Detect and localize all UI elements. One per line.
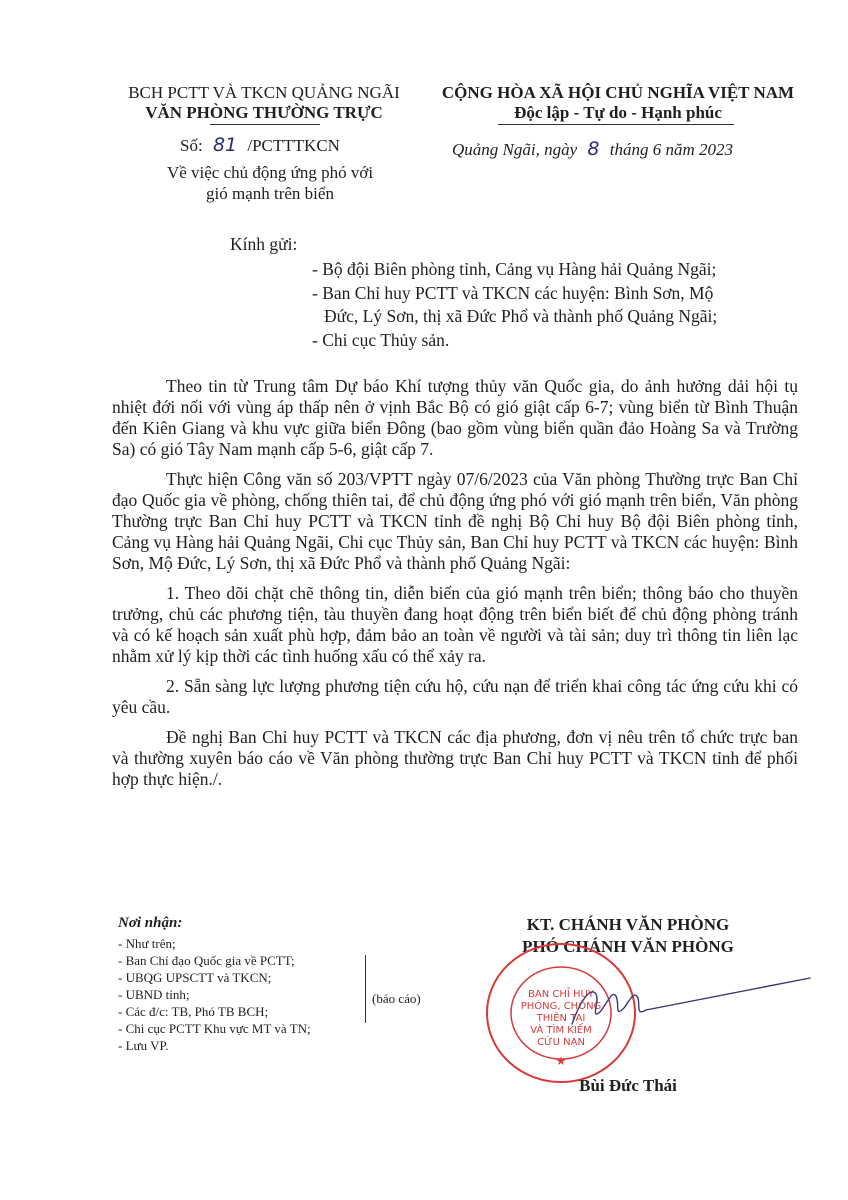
report-note: (báo cáo) (372, 991, 421, 1006)
date-day: 8 (587, 138, 600, 160)
recipient-line-1: - Bộ đội Biên phòng tỉnh, Cảng vụ Hàng hải Quảng Ngãi; (312, 259, 717, 279)
header-left (108, 83, 420, 123)
document-date (452, 139, 792, 160)
recipients-label: Kính gửi: (230, 234, 298, 254)
date-prefix: Quảng Ngãi, ngày (452, 140, 578, 159)
distribution-item: - UBND tỉnh; (118, 987, 190, 1002)
distribution-item: - Như trên; (118, 936, 176, 951)
subject-line-1: Về việc chủ động ứng phó với (166, 163, 374, 182)
number-suffix: /PCTTTKCN (247, 136, 340, 155)
recipients-list (312, 258, 812, 352)
number-value: 81 (212, 134, 238, 156)
document-body (112, 376, 798, 790)
distribution-item: - Lưu VP. (118, 1038, 169, 1053)
distribution-item: - Chi cục PCTT Khu vực MT và TN; (118, 1021, 311, 1036)
signature-stroke (572, 978, 810, 1024)
stamp-text-4: VÀ TÌM KIẾM (530, 1025, 592, 1036)
right-divider (498, 124, 734, 125)
sign-line-1: KT. CHÁNH VĂN PHÒNG (526, 915, 730, 934)
paragraph-closing: Đề nghị Ban Chỉ huy PCTT và TKCN các địa phương, đơn vị nêu trên tổ chức trực ban và thường xuyên báo cáo về Văn phòng thường trực Ban Chỉ huy PCTT và TKCN tỉnh để phối hợp thực hiện./. (112, 727, 798, 789)
issuing-org: BCH PCTT VÀ TKCN QUẢNG NGÃI (128, 83, 400, 102)
national-motto: Độc lập - Tự do - Hạnh phúc (514, 103, 722, 122)
stamp-text-3: THIÊN TAI (536, 1013, 586, 1024)
left-divider (210, 124, 320, 125)
handwritten-signature (560, 972, 820, 1042)
distribution-list (118, 914, 378, 1054)
document-number (180, 135, 420, 156)
distribution-item: - UBQG UPSCTT và TKCN; (118, 970, 272, 985)
recipient-line-2: - Ban Chỉ huy PCTT và TKCN các huyện: Bình Sơn, Mộ (312, 282, 714, 303)
subject-line-2: gió mạnh trên biển (206, 184, 334, 203)
recipient-line-3: Đức, Lý Sơn, thị xã Đức Phổ và thành phố Quảng Ngãi; (324, 306, 718, 326)
report-bracket (365, 955, 366, 1023)
document-subject (120, 162, 420, 204)
nation-title: CỘNG HÒA XÃ HỘI CHỦ NGHĨA VIỆT NAM (441, 83, 795, 102)
recipient-line-4: - Chi cục Thủy sản. (312, 329, 450, 350)
distribution-title: Nơi nhận: (118, 915, 183, 931)
paragraph-task-1: 1. Theo dõi chặt chẽ thông tin, diễn biến của gió mạnh trên biển; thông báo cho thuyền trưởng, chủ các phương tiện, tàu thuyền đang hoạt động trên biển biết để chủ động phòng tránh và có kế hoạch sản xuất phù hợp, đảm bảo an toàn về người và tài sản; duy trì thông tin liên lạc nhằm xử lý kịp thời các tình huống xấu có thể xảy ra. (112, 583, 798, 666)
date-suffix: tháng 6 năm 2023 (609, 140, 733, 159)
paragraph-directive: Thực hiện Công văn số 203/VPTT ngày 07/6/2023 của Văn phòng Thường trực Ban Chỉ đạo Quốc gia về phòng, chống thiên tai, để chủ động ứng phó với gió mạnh trên biển, Văn phòng Thường trực Ban Chỉ huy PCTT và TKCN tỉnh đề nghị Bộ Chỉ huy Bộ đội Biên phòng tỉnh, Cảng vụ Hàng hải Quảng Ngãi, Chi cục Thủy sản, Ban Chỉ huy PCTT và TKCN các huyện: Bình Sơn, Mộ Đức, Lý Sơn, thị xã Đức Phổ và thành phố Quảng Ngãi: (112, 469, 798, 573)
number-prefix: Số: (180, 136, 203, 155)
stamp-text-2: PHÒNG, CHỐNG (520, 1001, 602, 1012)
paragraph-forecast: Theo tin từ Trung tâm Dự báo Khí tượng thủy văn Quốc gia, do ảnh hưởng dải hội tụ nhiệt đới nối với vùng áp thấp nên ở vịnh Bắc Bộ có gió giật cấp 6-7; vùng biển từ Bình Thuận đến Kiên Giang và khu vực giữa biển Đông (bao gồm vùng biển quần đảo Hoàng Sa và Trường Sa) có gió Tây Nam mạnh cấp 5-6, giật cấp 7. (112, 376, 798, 459)
sign-line-2: PHÓ CHÁNH VĂN PHÒNG (522, 937, 734, 956)
stamp-text-1: BAN CHỈ HUY (528, 989, 594, 1000)
stamp-text-5: CỨU NẠN (537, 1037, 585, 1048)
signer-name: Bùi Đức Thái (579, 1076, 677, 1095)
header-right (418, 83, 818, 123)
issuing-office: VĂN PHÒNG THƯỜNG TRỰC (145, 103, 383, 122)
paragraph-task-2: 2. Sẵn sàng lực lượng phương tiện cứu hộ, cứu nạn để triển khai công tác ứng cứu khi có yêu cầu. (112, 676, 798, 717)
distribution-item: - Ban Chỉ đạo Quốc gia về PCTT; (118, 953, 295, 968)
stamp-star: ★ (555, 1054, 567, 1068)
distribution-item: - Các đ/c: TB, Phó TB BCH; (118, 1004, 269, 1019)
